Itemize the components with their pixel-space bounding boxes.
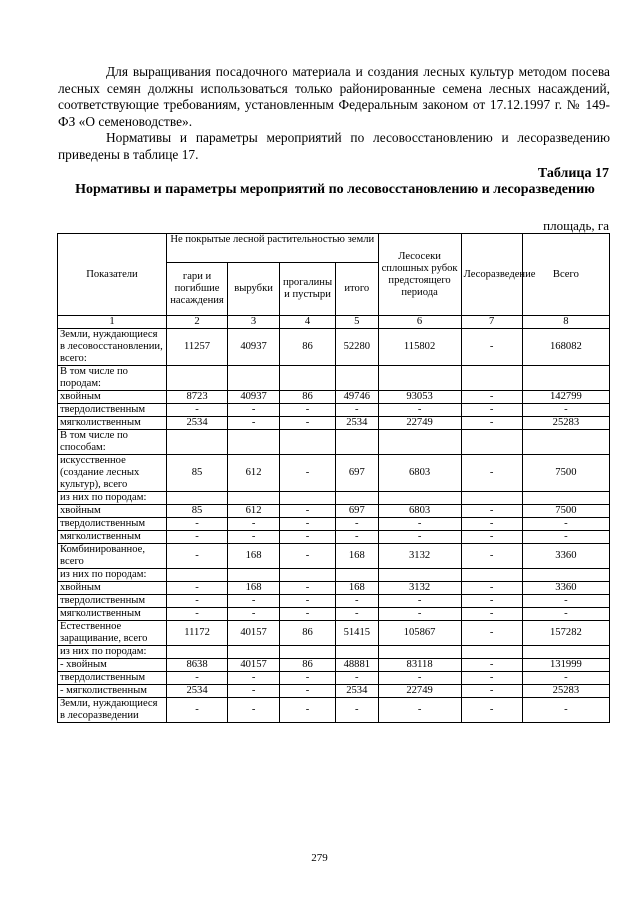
table-cell: 86: [280, 329, 336, 366]
table-cell: -: [522, 672, 609, 685]
table-cell: -: [228, 531, 280, 544]
table-cell: -: [166, 582, 227, 595]
table-cell: [228, 430, 280, 455]
table-cell: [336, 492, 379, 505]
table-cell: -: [280, 531, 336, 544]
table-cell: [522, 646, 609, 659]
table-cell: -: [461, 621, 522, 646]
table-cell: [522, 430, 609, 455]
row-label: мягколиственным: [58, 531, 167, 544]
table-row: [58, 455, 610, 492]
table-cell: [166, 430, 227, 455]
table-row: [58, 595, 610, 608]
table-cell: [461, 430, 522, 455]
row-label: Комбинированное, всего: [58, 544, 167, 569]
table-cell: -: [280, 698, 336, 723]
table-cell: 40937: [228, 391, 280, 404]
table-cell: [461, 646, 522, 659]
header-all: Всего: [522, 234, 609, 316]
table-cell: -: [522, 531, 609, 544]
table-cell: 168: [336, 582, 379, 595]
table-cell: 11257: [166, 329, 227, 366]
table-cell: -: [378, 518, 461, 531]
row-label: Естественное заращивание, всего: [58, 621, 167, 646]
table-row: [58, 608, 610, 621]
table-cell: [522, 569, 609, 582]
table-cell: 3360: [522, 582, 609, 595]
table-cell: -: [228, 518, 280, 531]
table-row: [58, 518, 610, 531]
table-cell: [228, 569, 280, 582]
table-cell: 168082: [522, 329, 609, 366]
table-cell: [378, 430, 461, 455]
table-row: [58, 404, 610, 417]
table-cell: 697: [336, 505, 379, 518]
table-cell: -: [378, 698, 461, 723]
row-label: твердолиственным: [58, 595, 167, 608]
table-cell: [336, 430, 379, 455]
table-row: [58, 646, 610, 659]
table-cell: -: [336, 608, 379, 621]
table-cell: -: [228, 698, 280, 723]
table-cell: [336, 569, 379, 582]
header-glades: прогалины и пустыри: [280, 263, 336, 316]
row-label: из них по породам:: [58, 492, 167, 505]
row-label: В том числе по способам:: [58, 430, 167, 455]
table-cell: -: [461, 404, 522, 417]
table-cell: -: [166, 518, 227, 531]
table-row: [58, 698, 610, 723]
row-label: Земли, нуждающиеся в лесоразведении: [58, 698, 167, 723]
table-cell: 3360: [522, 544, 609, 569]
table-row: [58, 659, 610, 672]
table-cell: 168: [228, 582, 280, 595]
table-cell: [280, 366, 336, 391]
table-cell: 86: [280, 391, 336, 404]
table-cell: -: [378, 672, 461, 685]
row-label: твердолиственным: [58, 672, 167, 685]
table-cell: -: [461, 417, 522, 430]
table-cell: -: [166, 404, 227, 417]
table-cell: -: [280, 404, 336, 417]
table-cell: -: [228, 595, 280, 608]
table-cell: 142799: [522, 391, 609, 404]
table-row: [58, 544, 610, 569]
table-cell: -: [378, 404, 461, 417]
column-number: 2: [166, 316, 227, 329]
table-row: [58, 417, 610, 430]
table-cell: 48881: [336, 659, 379, 672]
table-cell: -: [166, 595, 227, 608]
table-cell: [280, 492, 336, 505]
row-label: хвойным: [58, 582, 167, 595]
row-label: из них по породам:: [58, 646, 167, 659]
table-row: [58, 685, 610, 698]
table-row: [58, 430, 610, 455]
reforestation-table: [57, 233, 610, 723]
table-cell: 157282: [522, 621, 609, 646]
table-cell: 115802: [378, 329, 461, 366]
column-number: 6: [378, 316, 461, 329]
table-cell: -: [280, 685, 336, 698]
table-cell: -: [461, 531, 522, 544]
table-cell: [166, 569, 227, 582]
row-label: хвойным: [58, 391, 167, 404]
table-cell: -: [166, 608, 227, 621]
table-cell: 3132: [378, 582, 461, 595]
column-number: 5: [336, 316, 379, 329]
table-row: [58, 366, 610, 391]
table-cell: -: [522, 608, 609, 621]
table-cell: -: [522, 404, 609, 417]
table-cell: 86: [280, 621, 336, 646]
table-cell: 49746: [336, 391, 379, 404]
table-cell: 2534: [336, 417, 379, 430]
table-units: площадь, га: [543, 218, 609, 233]
column-number: 8: [522, 316, 609, 329]
table-cell: 2534: [166, 685, 227, 698]
table-cell: 83118: [378, 659, 461, 672]
table-cell: -: [280, 608, 336, 621]
row-label: хвойным: [58, 505, 167, 518]
table-cell: -: [461, 329, 522, 366]
table-cell: -: [228, 685, 280, 698]
table-cell: [522, 492, 609, 505]
table-cell: -: [336, 698, 379, 723]
table-cell: -: [166, 698, 227, 723]
table-cell: -: [228, 608, 280, 621]
table-cell: [461, 569, 522, 582]
row-label: - хвойным: [58, 659, 167, 672]
table-cell: -: [461, 391, 522, 404]
page-number: 279: [311, 852, 328, 864]
row-label: мягколиственным: [58, 608, 167, 621]
table-row: [58, 672, 610, 685]
table-cell: -: [280, 417, 336, 430]
table-cell: 85: [166, 505, 227, 518]
table-cell: -: [336, 531, 379, 544]
table-cell: [378, 492, 461, 505]
table-cell: 7500: [522, 505, 609, 518]
table-cell: -: [461, 672, 522, 685]
table-cell: 11172: [166, 621, 227, 646]
table-number: Таблица 17: [537, 166, 609, 181]
table-title: Нормативы и параметры мероприятий по лесовосстановлению и лесоразведению: [75, 182, 595, 197]
table-cell: -: [461, 582, 522, 595]
table-cell: -: [280, 672, 336, 685]
header-burns: гари и погибшие насаждения: [166, 263, 227, 316]
column-number: 1: [58, 316, 167, 329]
table-cell: -: [280, 455, 336, 492]
table-cell: [336, 646, 379, 659]
table-cell: 86: [280, 659, 336, 672]
table-cell: [228, 492, 280, 505]
table-cell: 612: [228, 455, 280, 492]
table-cell: [378, 646, 461, 659]
table-cell: 51415: [336, 621, 379, 646]
table-cell: [228, 366, 280, 391]
intro-paragraph: Для выращивания посадочного материала и создания лесных культур методом посева лесных семян должны использоваться только районированные семена лесных насаждений, соответствующие требованиям, установленным Федеральным законом от 17.12.1997 г. № 149-ФЗ «О семеноводстве».: [58, 64, 610, 129]
table-cell: 8638: [166, 659, 227, 672]
table-cell: 168: [228, 544, 280, 569]
table-row: [58, 621, 610, 646]
table-cell: -: [461, 595, 522, 608]
row-label: искусственное (создание лесных культур), всего: [58, 455, 167, 492]
column-number: 3: [228, 316, 280, 329]
table-cell: [336, 366, 379, 391]
table-cell: [522, 366, 609, 391]
table-row: [58, 505, 610, 518]
table-cell: -: [280, 505, 336, 518]
table-reference-paragraph: Нормативы и параметры мероприятий по лесовосстановлению и лесоразведению приведены в таблице 17.: [58, 130, 610, 162]
table-cell: 7500: [522, 455, 609, 492]
table-cell: -: [461, 455, 522, 492]
table-cell: [228, 646, 280, 659]
table-cell: 168: [336, 544, 379, 569]
table-cell: -: [461, 544, 522, 569]
table-cell: -: [461, 698, 522, 723]
table-cell: -: [228, 417, 280, 430]
table-cell: -: [522, 595, 609, 608]
table-cell: 697: [336, 455, 379, 492]
table-cell: 22749: [378, 685, 461, 698]
table-row: [58, 391, 610, 404]
table-cell: [280, 430, 336, 455]
table-cell: [378, 366, 461, 391]
table-cell: [166, 366, 227, 391]
table-row: [58, 582, 610, 595]
table-cell: -: [336, 672, 379, 685]
table-cell: -: [336, 518, 379, 531]
table-cell: 93053: [378, 391, 461, 404]
table-cell: -: [280, 582, 336, 595]
table-cell: [280, 646, 336, 659]
table-cell: 105867: [378, 621, 461, 646]
column-number-row: [58, 316, 610, 329]
table-cell: -: [461, 518, 522, 531]
table-cell: [378, 569, 461, 582]
table-cell: 25283: [522, 417, 609, 430]
table-cell: -: [522, 518, 609, 531]
table-cell: -: [336, 595, 379, 608]
table-cell: -: [522, 698, 609, 723]
table-cell: 8723: [166, 391, 227, 404]
table-cell: -: [336, 404, 379, 417]
table-cell: 40157: [228, 621, 280, 646]
table-row: [58, 569, 610, 582]
table-cell: 22749: [378, 417, 461, 430]
table-cell: [166, 492, 227, 505]
table-cell: -: [461, 659, 522, 672]
row-label: мягколиственным: [58, 417, 167, 430]
table-cell: -: [461, 608, 522, 621]
table-row: [58, 329, 610, 366]
table-cell: 52280: [336, 329, 379, 366]
header-indicators: Показатели: [58, 234, 167, 316]
table-cell: -: [280, 544, 336, 569]
table-cell: [166, 646, 227, 659]
table-cell: [280, 569, 336, 582]
column-number: 7: [461, 316, 522, 329]
row-label: из них по породам:: [58, 569, 167, 582]
table-cell: 2534: [166, 417, 227, 430]
table-cell: -: [378, 531, 461, 544]
row-label: - мягколиственным: [58, 685, 167, 698]
table-cell: [461, 366, 522, 391]
column-number: 4: [280, 316, 336, 329]
header-clearcuts: Лесосеки сплошных рубок предстоящего периода: [378, 234, 461, 316]
table-cell: -: [166, 672, 227, 685]
table-cell: -: [166, 531, 227, 544]
table-cell: -: [378, 608, 461, 621]
header-total: итого: [336, 263, 379, 316]
header-cutovers: вырубки: [228, 263, 280, 316]
table-row: [58, 492, 610, 505]
row-label: твердолиственным: [58, 404, 167, 417]
table-row: [58, 531, 610, 544]
table-cell: -: [280, 595, 336, 608]
table-cell: -: [228, 672, 280, 685]
header-afforestation: Лесоразведение: [461, 234, 522, 316]
table-cell: -: [228, 404, 280, 417]
table-cell: 6803: [378, 455, 461, 492]
table-cell: -: [166, 544, 227, 569]
table-cell: 3132: [378, 544, 461, 569]
table-cell: 131999: [522, 659, 609, 672]
table-cell: 25283: [522, 685, 609, 698]
table-cell: -: [461, 685, 522, 698]
table-cell: 40937: [228, 329, 280, 366]
table-cell: 85: [166, 455, 227, 492]
table-cell: 612: [228, 505, 280, 518]
table-cell: -: [461, 505, 522, 518]
table-cell: 6803: [378, 505, 461, 518]
header-not-covered: Не покрытые лесной растительностью земли: [166, 234, 378, 263]
row-label: Земли, нуждающиеся в лесовосстановлении, всего:: [58, 329, 167, 366]
table-cell: 2534: [336, 685, 379, 698]
row-label: В том числе по породам:: [58, 366, 167, 391]
row-label: твердолиственным: [58, 518, 167, 531]
table-cell: -: [280, 518, 336, 531]
table-cell: [461, 492, 522, 505]
table-cell: 40157: [228, 659, 280, 672]
table-cell: -: [378, 595, 461, 608]
